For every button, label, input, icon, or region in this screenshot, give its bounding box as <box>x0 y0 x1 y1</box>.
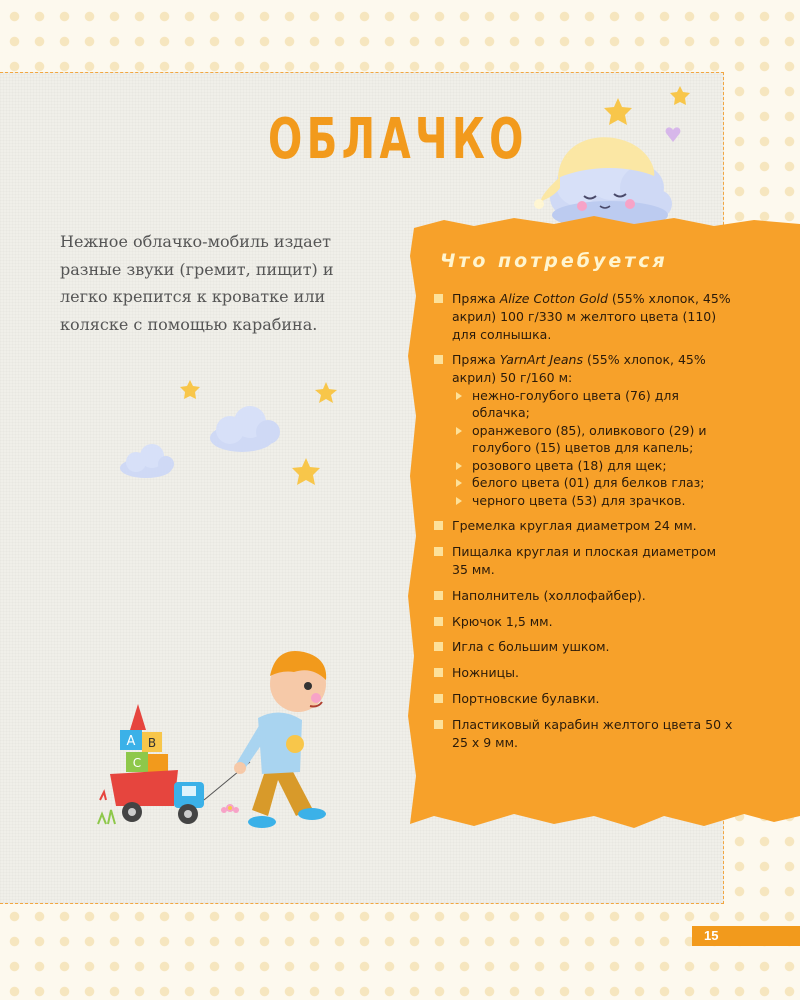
toy-blocks <box>120 704 168 772</box>
bullet-triangle-icon <box>456 497 462 505</box>
list-item: Гремелка круглая диаметром 24 мм. <box>434 517 734 535</box>
bullet-square-icon <box>434 521 443 530</box>
requirements-list <box>434 290 734 759</box>
list-item: Наполнитель (холлофайбер). <box>434 587 734 605</box>
svg-text:A: A <box>126 734 136 749</box>
svg-text:B: B <box>147 736 157 750</box>
boy-figure <box>234 651 326 828</box>
bullet-square-icon <box>434 591 443 600</box>
sub-list-item: черного цвета (53) для зрачков. <box>452 492 734 510</box>
bullet-square-icon <box>434 617 443 626</box>
sub-list-item: розового цвета (18) для щек; <box>452 457 734 475</box>
list-item: Портновские булавки. <box>434 690 734 708</box>
yarn-colors-sublist <box>452 387 734 510</box>
list-item: Ножницы. <box>434 664 734 682</box>
list-item: Игла с большим ушком. <box>434 638 734 656</box>
star-icon <box>292 458 320 485</box>
cloud-icon <box>120 444 174 478</box>
page-number: 15 <box>692 926 800 946</box>
list-item: Пластиковый карабин желтого цвета 50 х 25 х 9 мм. <box>434 716 734 752</box>
bullet-triangle-icon <box>456 427 462 435</box>
bullet-square-icon <box>434 294 443 303</box>
svg-text:C: C <box>132 756 142 770</box>
flower-icon <box>221 804 239 813</box>
star-icon <box>670 86 690 105</box>
heart-icon <box>666 127 681 142</box>
bullet-square-icon <box>434 720 443 729</box>
list-item: Пряжа YarnArt Jeans (55% хлопок, 45% акрил) 50 г/160 м: нежно-голубого цвета (76) для облачка; оранжевого (85), оливкового (29) и голубого (15) цветов для капель; розового цвета (18) для щек; белого цвета (01) для белков глаз; черного цвета (53) для зрачков. <box>434 351 734 509</box>
sky-decoration <box>110 370 350 500</box>
bullet-square-icon <box>434 668 443 677</box>
sub-list-item: нежно-голубого цвета (76) для облачка; <box>452 387 734 422</box>
sub-list-item: белого цвета (01) для белков глаз; <box>452 474 734 492</box>
bullet-square-icon <box>434 694 443 703</box>
bullet-square-icon <box>434 547 443 556</box>
cloud-icon <box>210 406 280 452</box>
list-item: Пряжа Alize Cotton Gold (55% хлопок, 45% акрил) 100 г/330 м желтого цвета (110) для солнышка. <box>434 290 734 343</box>
bullet-square-icon <box>434 642 443 651</box>
sub-list-item: оранжевого (85), оливкового (29) и голубого (15) цветов для капель; <box>452 422 734 457</box>
list-item: Крючок 1,5 мм. <box>434 613 734 631</box>
bullet-triangle-icon <box>456 392 462 400</box>
star-icon <box>180 380 200 399</box>
star-icon <box>315 382 337 403</box>
boy-with-truck-illustration <box>90 640 360 860</box>
list-item: Пищалка круглая и плоская диаметром 35 мм. <box>434 543 734 579</box>
requirements-heading: Что потребуется <box>440 250 668 272</box>
page-title: ОБЛАЧКО <box>268 107 528 172</box>
star-icon <box>604 98 632 125</box>
bullet-triangle-icon <box>456 479 462 487</box>
intro-text: Нежное облачко-мобиль издает разные звуки (гремит, пищит) и легко крепится к кроватке или коляске с помощью карабина. <box>60 232 334 334</box>
toy-truck <box>110 770 204 824</box>
bullet-square-icon <box>434 355 443 364</box>
bullet-triangle-icon <box>456 462 462 470</box>
